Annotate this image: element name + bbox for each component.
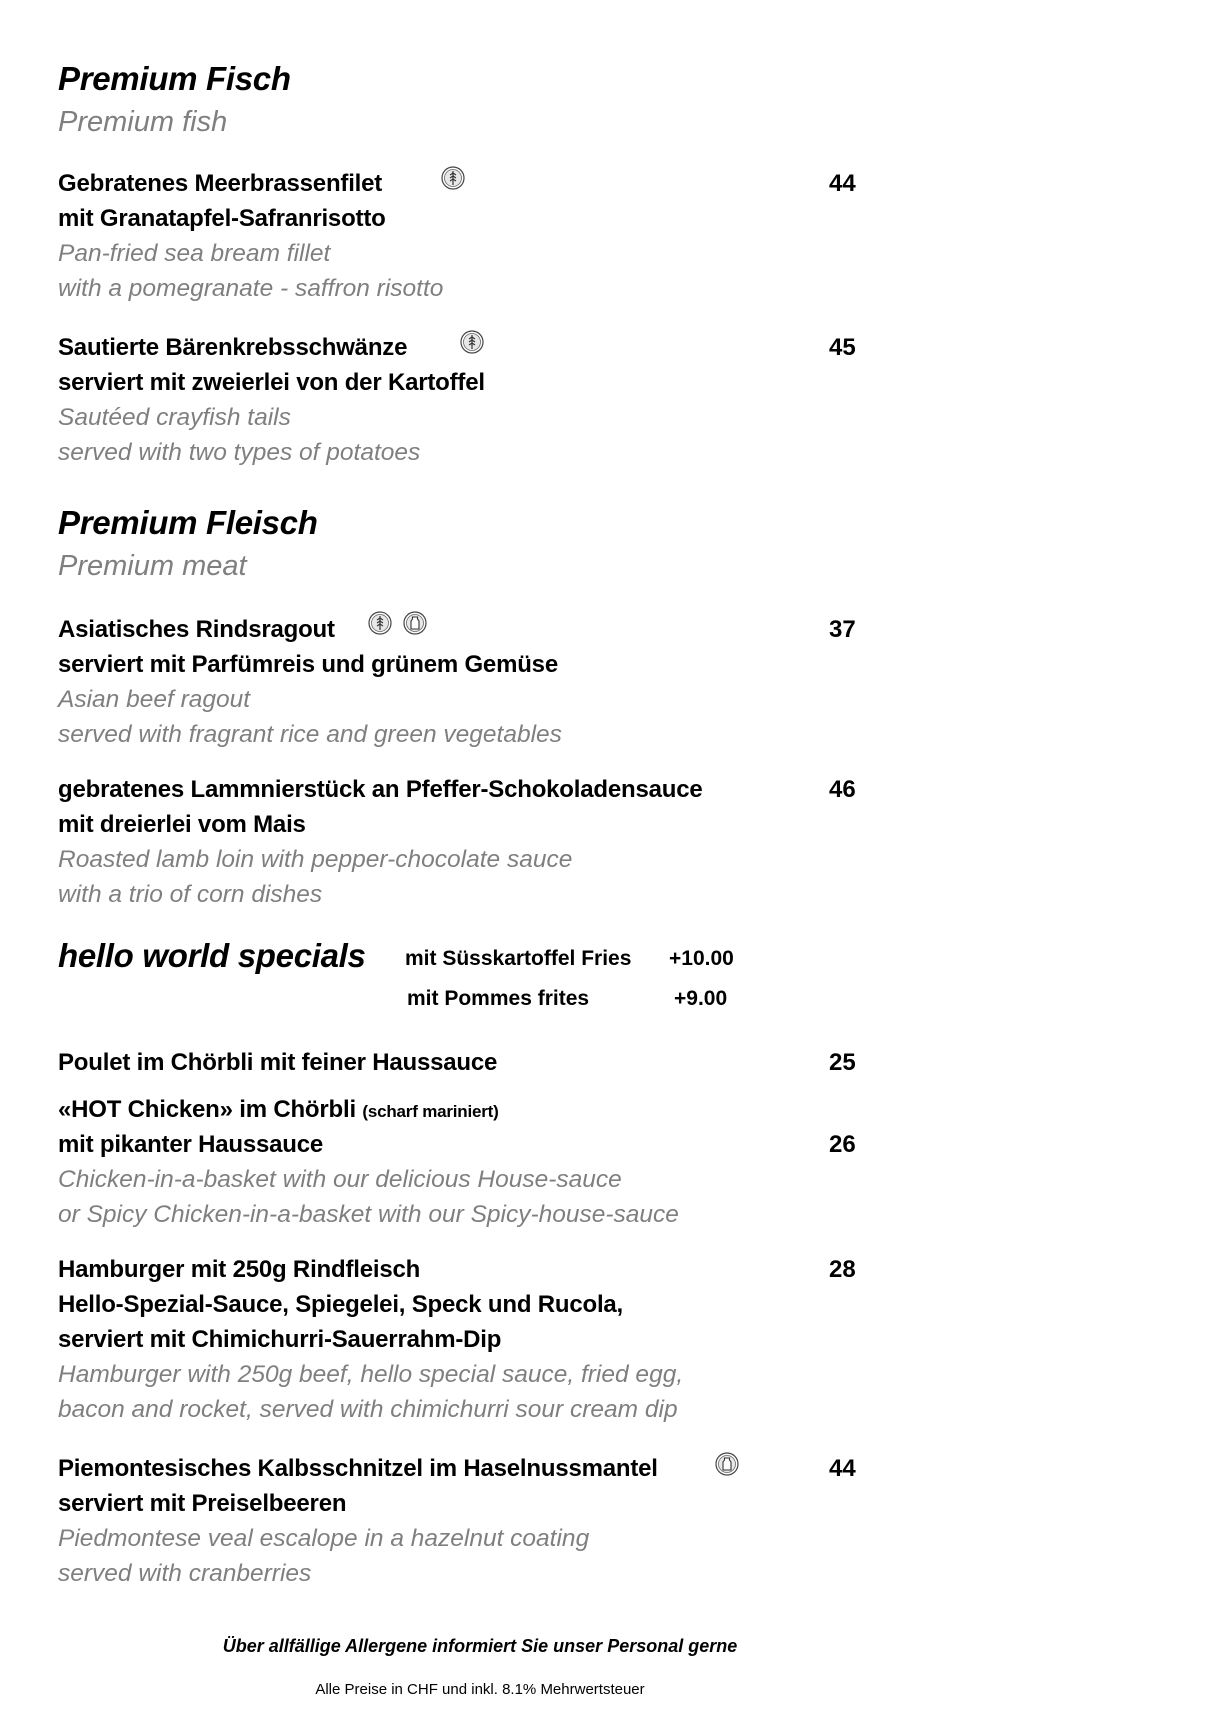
wheat-icon	[368, 611, 392, 635]
menu-item-price: 46	[829, 776, 856, 803]
menu-item-name-line2: Hello-Spezial-Sauce, Spiegelei, Speck und Rucola,	[58, 1291, 624, 1318]
menu-item-price: 44	[829, 170, 856, 197]
menu-item-translation: Pan-fried sea bream fillet	[58, 240, 331, 267]
menu-item-name: Asiatisches Rindsragout	[58, 616, 335, 643]
menu-item-name-line3: serviert mit Chimichurri-Sauerrahm-Dip	[58, 1326, 502, 1353]
menu-item-price: 37	[829, 616, 856, 643]
menu-item-translation-line2: or Spicy Chicken-in-a-basket with our Spicy-house-sauce	[58, 1201, 679, 1228]
menu-item-name	[58, 1096, 499, 1124]
side-option-price: +10.00	[669, 947, 734, 970]
allergen-note: Über allfällige Allergene informiert Sie unser Personal gerne	[222, 1636, 738, 1656]
menu-item-price: 26	[829, 1131, 856, 1158]
section-title-fleisch: Premium Fleisch	[58, 504, 318, 541]
menu-item-name-line2: mit pikanter Haussauce	[58, 1131, 324, 1158]
section-title-specials: hello world specials	[58, 937, 366, 974]
side-option-price: +9.00	[674, 987, 728, 1010]
menu-item-translation-line2: served with two types of potatoes	[58, 439, 421, 466]
menu-item-translation-line2: served with cranberries	[58, 1560, 312, 1587]
menu-item-translation: Roasted lamb loin with pepper-chocolate sauce	[58, 846, 573, 873]
menu-item-name-text: «HOT Chicken» im Chörbli	[58, 1096, 356, 1123]
milk-icon	[403, 611, 427, 635]
menu-item-name: Sautierte Bärenkrebsschwänze	[58, 334, 408, 361]
menu-item-name: Piemontesisches Kalbsschnitzel im Haselnussmantel	[58, 1455, 658, 1482]
side-option-label: mit Pommes frites	[407, 987, 590, 1010]
price-note: Alle Preise in CHF und inkl. 8.1% Mehrwertsteuer	[315, 1681, 645, 1698]
menu-item-price: 45	[829, 334, 856, 361]
milk-icon	[715, 1452, 739, 1476]
menu-item-translation-line2: bacon and rocket, served with chimichurri sour cream dip	[58, 1396, 678, 1423]
menu-item-price: 28	[829, 1256, 856, 1283]
menu-item-price: 25	[829, 1049, 856, 1076]
menu-item-translation: Hamburger with 250g beef, hello special sauce, fried egg,	[58, 1361, 684, 1388]
menu-item-price: 44	[829, 1455, 856, 1482]
side-option-label: mit Süsskartoffel Fries	[405, 947, 632, 970]
menu-item-translation: Piedmontese veal escalope in a hazelnut coating	[58, 1525, 590, 1552]
wheat-icon	[441, 166, 465, 190]
menu-item-name-line2: mit Granatapfel-Safranrisotto	[58, 205, 386, 232]
wheat-icon	[460, 330, 484, 354]
menu-item-translation: Chicken-in-a-basket with our delicious House-sauce	[58, 1166, 622, 1193]
menu-item-name-line2: serviert mit Parfümreis und grünem Gemüse	[58, 651, 558, 678]
menu-item-note: (scharf mariniert)	[362, 1102, 499, 1121]
menu-item-translation-line2: served with fragrant rice and green vegetables	[58, 721, 562, 748]
section-subtitle-fisch: Premium fish	[58, 106, 228, 138]
menu-item-name: Poulet im Chörbli mit feiner Haussauce	[58, 1049, 498, 1076]
menu-item-translation: Sautéed crayfish tails	[58, 404, 291, 431]
section-title-fisch: Premium Fisch	[58, 60, 291, 97]
menu-item-name-line2: serviert mit Preiselbeeren	[58, 1490, 347, 1517]
menu-item-name: Gebratenes Meerbrassenfilet	[58, 170, 383, 197]
section-subtitle-fleisch: Premium meat	[58, 550, 247, 582]
menu-item-name: Hamburger mit 250g Rindfleisch	[58, 1256, 421, 1283]
menu-item-translation: Asian beef ragout	[58, 686, 251, 713]
menu-item-translation-line2: with a pomegranate - saffron risotto	[58, 275, 444, 302]
menu-item-name-line2: serviert mit zweierlei von der Kartoffel	[58, 369, 485, 396]
menu-item-name-line2: mit dreierlei vom Mais	[58, 811, 306, 838]
menu-item-translation-line2: with a trio of corn dishes	[58, 881, 323, 908]
menu-item-name: gebratenes Lammnierstück an Pfeffer-Schokoladensauce	[58, 776, 703, 803]
